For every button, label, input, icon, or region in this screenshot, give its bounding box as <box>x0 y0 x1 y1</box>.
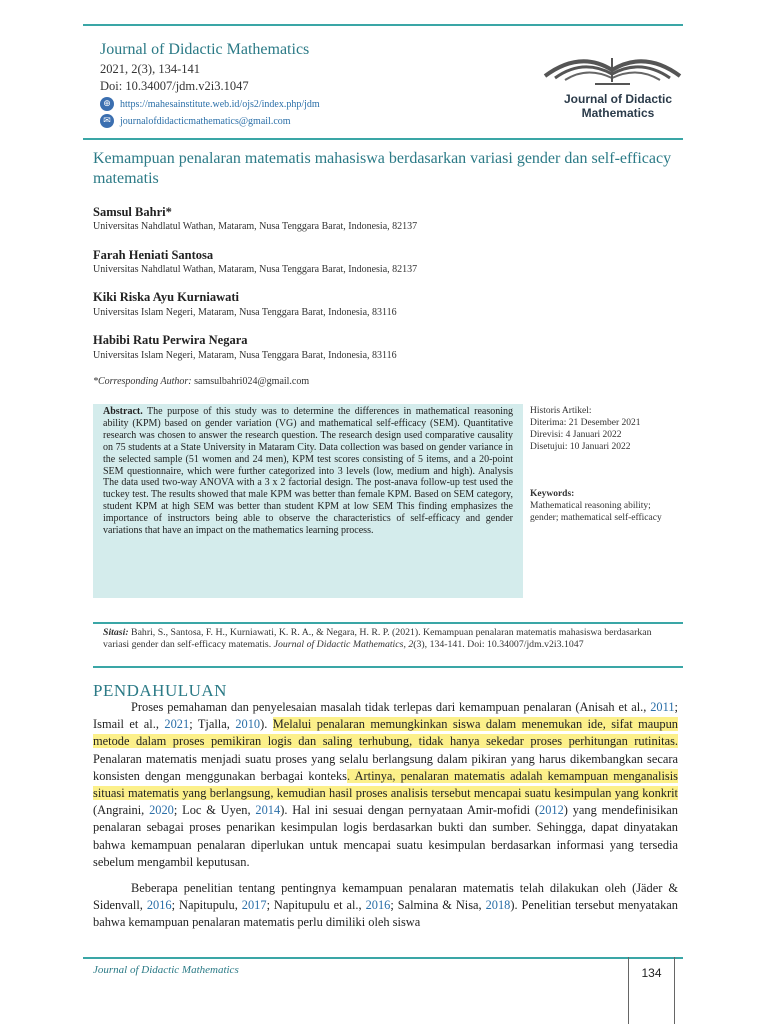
website-row[interactable] <box>100 97 320 111</box>
ref-link[interactable]: 2021 <box>164 717 190 732</box>
history-revised: Direvisi: 4 Januari 2022 <box>530 430 622 440</box>
history-accepted: Disetujui: 10 Januari 2022 <box>530 442 631 452</box>
journal-logo <box>535 48 690 128</box>
citation-text: Bahri, S., Santosa, F. H., Kurniawati, K. R. A., & Negara, H. R. P. (2021). Kemampuan penalaran matematis mahasiswa berdasarkan variasi gender dan self-efficacy matematis. <box>103 627 652 650</box>
highlighted-text: Melalui penalaran memungkinkan siswa dalam menemukan ide, sifat maupun metode dalam proses pemikiran logis dan saling terhubung, tidak hanya sekedar proses perhitungan rutinitas. <box>93 717 679 749</box>
website-link[interactable]: https://mahesainstitute.web.id/ojs2/index.php/jdm <box>120 98 320 110</box>
article-history <box>530 405 665 453</box>
abstract-box <box>93 404 523 598</box>
citation-journal: Journal of Didactic Mathematics, 2 <box>273 639 414 650</box>
author-affiliation-2: Universitas Nahdlatul Wathan, Mataram, Nusa Tenggara Barat, Indonesia, 82137 <box>93 264 418 275</box>
section-heading: PENDAHULUAN <box>93 681 227 700</box>
author-name-1: Samsul Bahri* <box>93 205 172 219</box>
article-title: Kemampuan penalaran matematis mahasiswa berdasarkan variasi gender dan self-efficacy matematis <box>93 150 672 187</box>
history-received: Diterima: 21 Desember 2021 <box>530 418 641 428</box>
abstract-text: The purpose of this study was to determine the differences in mathematical reasoning ability (KPM) based on gender variation (VG) and mathematical self-efficacy (SEM). Quantitative research was chosen to answer the research question. The research design used comparative causality on 75 students at a State University in Mataram City. Data collection was based on gender variance in the selected sample (51 women and 24 men), KPM test scores consisting of 5 items, and a 20-point SEM questionnaire, which were further categorized into 3 levels (low, medium and high). Analysis The data used two-way ANOVA with a 3 x 2 factorial design. The post-anava follow-up test used the tuckey test. The results showed that male KPM was better than female KPM. Based on SEM category, student KPM at high SEM was better than student KPM at low SEM This finding emphasizes the importance of instructors being able to observe the characteristics of self-efficacy and gender variations that have an impact on the mathematics learning process. <box>103 406 513 537</box>
footer-journal-name: Journal of Didactic Mathematics <box>93 964 239 976</box>
globe-icon: ⊕ <box>100 97 114 111</box>
history-label: Historis Artikel: <box>530 406 592 416</box>
paragraph-2: Beberapa penelitian tentang pentingnya kemampuan penalaran matematis telah dilakukan oleh (Jäder & Sidenvall, 2016; Napitupulu, 2017; Napitupulu et al., 2016; Salmina & Nisa, 2018). Penelitian tersebut menyatakan bahwa kemampuan penalaran matematis perlu dimiliki oleh siswa <box>93 881 679 930</box>
ref-link[interactable]: 2017 <box>241 898 267 913</box>
author-affiliation-3: Universitas Islam Negeri, Mataram, Nusa Tenggara Barat, Indonesia, 83116 <box>93 307 397 318</box>
keywords-label: Keywords: <box>530 489 575 499</box>
ref-link[interactable]: 2011 <box>650 700 675 714</box>
ref-link[interactable]: 2016 <box>146 898 172 913</box>
header-top-rule <box>83 24 683 26</box>
email-icon: ✉ <box>100 114 114 128</box>
citation-label: Sitasi: <box>103 627 129 638</box>
page-number: 134 <box>641 966 662 980</box>
citation-box <box>93 622 683 668</box>
author-name-3: Kiki Riska Ayu Kurniawati <box>93 290 239 304</box>
header-bottom-rule <box>83 138 683 140</box>
author-affiliation-1: Universitas Nahdlatul Wathan, Mataram, Nusa Tenggara Barat, Indonesia, 82137 <box>93 221 418 232</box>
author-name-2: Farah Heniati Santosa <box>93 248 214 262</box>
ref-link[interactable]: 2010 <box>235 717 261 732</box>
corresponding-author <box>93 376 309 387</box>
ref-link[interactable]: 2014 <box>255 803 281 818</box>
ref-link[interactable]: 2020 <box>149 803 174 818</box>
keywords-text: Mathematical reasoning ability; gender; mathematical self-efficacy <box>530 501 662 523</box>
paragraph-1: Proses pemahaman dan penyelesaian masalah tidak terlepas dari kemampuan penalaran (Anisah et al., 2011; Ismail et al., 2021; Tjalla, 2010). Melalui penalaran memungkinkan siswa dalam menemukan ide, sifat maupun metode dalam proses pemikiran logis dan saling terhubung, tidak hanya sekedar proses perhitungan rutinitas. Penalaran matematis menjadi suatu proses yang selalu berlangsung dalam pikiran yang harus dikembangkan secara konsisten dengan menggunakan berbagai konteks. Artinya, penalaran matematis adalah kemampuan menganalisis situasi matematis yang berlangsung, kemudian hasil proses analisis tersebut mencapai suatu kesimpulan yang konkrit (Angraini, 2020; Loc & Uyen, 2014). Hal ini sesuai dengan pernyataan Amir-mofidi (2012) yang mendefinisikan penalaran sebagai proses penarikan kesimpulan logis berdasarkan bukti dan sumber. Sehingga, dapat dinyatakan bahwa kemampuan penalaran diperlukan untuk mencapai suatu kesimpulan berdasarkan informasi yang tersedia sebelum mengambil keputusan. <box>93 700 679 869</box>
email-link[interactable]: journalofdidacticmathematics@gmail.com <box>120 115 291 127</box>
logo-title: Journal of Didactic Mathematics <box>563 92 673 120</box>
volume-pages: 2021, 2(3), 134-141 <box>100 62 200 76</box>
corresponding-label: *Corresponding Author: <box>93 376 192 387</box>
ref-link[interactable]: 2012 <box>539 803 564 818</box>
doi: Doi: 10.34007/jdm.v2i3.1047 <box>100 79 249 93</box>
journal-name: Journal of Didactic Mathematics <box>100 41 310 58</box>
ref-link[interactable]: 2016 <box>365 898 391 913</box>
author-name-4: Habibi Ratu Perwira Negara <box>93 333 248 347</box>
author-affiliation-4: Universitas Islam Negeri, Mataram, Nusa Tenggara Barat, Indonesia, 83116 <box>93 350 397 361</box>
highlighted-text: . Artinya, penalaran matematis adalah kemampuan menganalisis situasi matematis yang berlangsung, kemudian hasil proses analisis tersebut mencapai suatu kesimpulan yang konkrit <box>93 768 678 801</box>
email-row[interactable] <box>100 114 291 128</box>
corresponding-email[interactable]: samsulbahri024@gmail.com <box>194 376 310 387</box>
open-book-icon <box>535 48 690 92</box>
ref-link[interactable]: 2018 <box>485 898 511 913</box>
footer-rule <box>83 957 683 959</box>
abstract-label: Abstract. <box>103 406 143 417</box>
keywords-block <box>530 488 665 524</box>
citation-issue: (3), 134-141. Doi: 10.34007/jdm.v2i3.1047 <box>413 639 584 650</box>
